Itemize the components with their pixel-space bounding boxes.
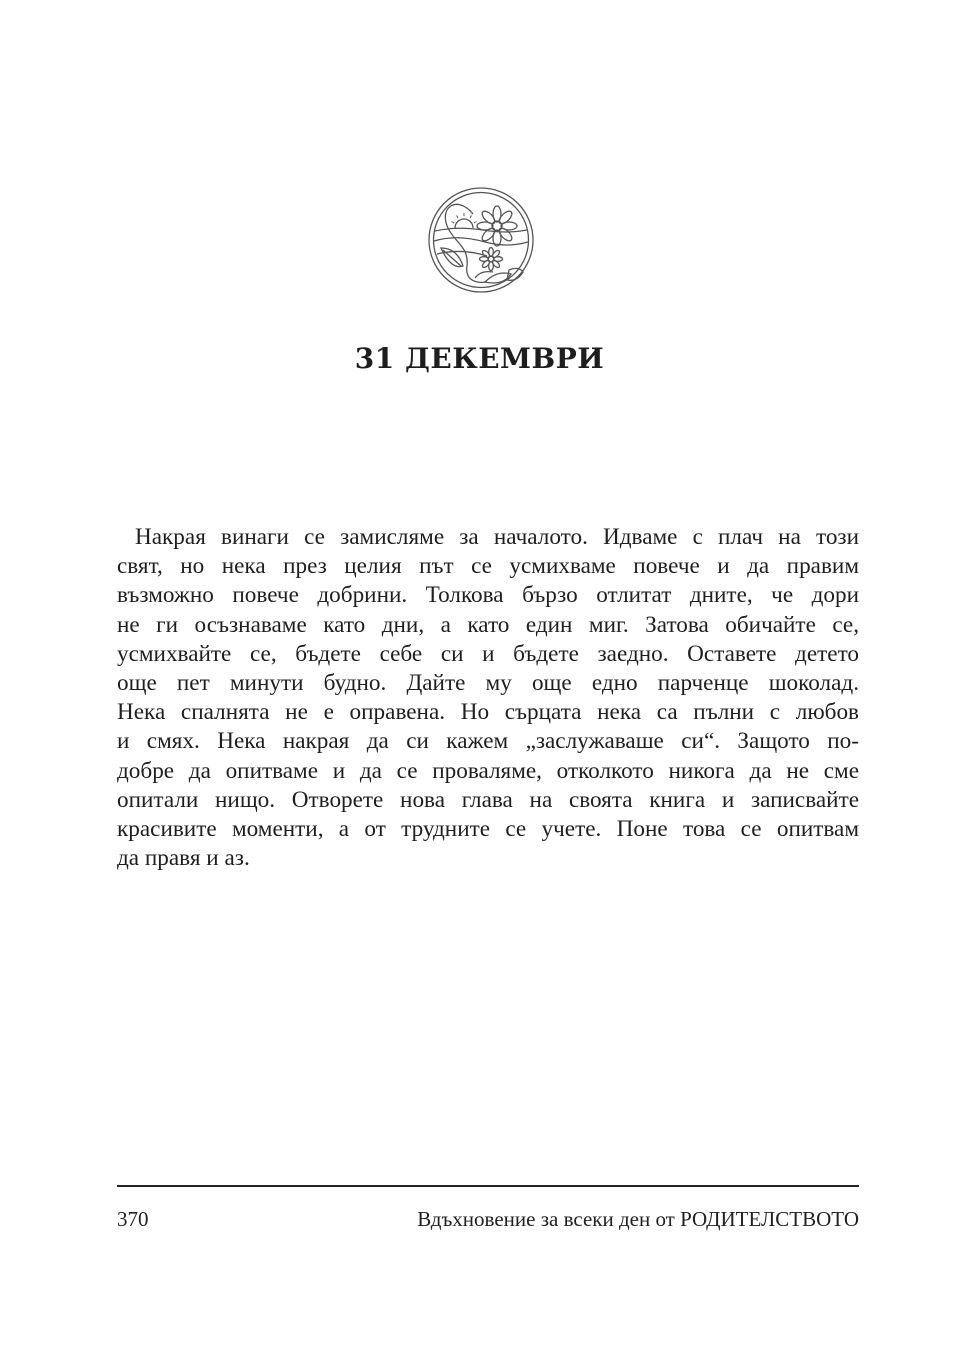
flower-medallion-icon <box>427 186 535 294</box>
running-title: Вдъхновение за всеки ден от РОДИТЕЛСТВОТО <box>417 1207 859 1231</box>
body-line: усмихвайте се, бъдете себе си и бъдете заедно. Оставете детето <box>117 640 859 667</box>
body-line: свят, но нека през целия път се усмихваме повече и да правим <box>117 553 859 580</box>
body-line: не ги осъзнаваме като дни, а като един миг. Затова обичайте се, <box>117 611 859 638</box>
footer-divider <box>117 1185 859 1187</box>
body-line: да правя и аз. <box>117 845 250 872</box>
body-line: Накрая винаги се замисляме за началото. Идваме с плач на този <box>135 524 859 550</box>
body-paragraph <box>117 523 859 873</box>
body-line: Нека спалнята не е оправена. Но сърцата нека са пълни с любов <box>117 699 859 726</box>
body-line: опитали нищо. Отворете нова глава на своята книга и записвайте <box>117 786 859 813</box>
body-line: още пет минути будно. Дайте му още едно парченце шоколад. <box>117 670 859 697</box>
page-title: 31 ДЕКЕМВРИ <box>354 342 605 375</box>
page-number: 370 <box>117 1207 149 1231</box>
body-line: възможно повече добрини. Толкова бързо отлитат дните, че дори <box>117 582 859 609</box>
body-line: добре да опитваме и да се проваляме, отколкото никога да не сме <box>117 757 859 784</box>
body-line: красивите моменти, а от трудните се учете. Поне това се опитвам <box>117 816 859 843</box>
body-line: и смях. Нека накрая да си кажем „заслужаваше си“. Защото по- <box>117 728 859 755</box>
